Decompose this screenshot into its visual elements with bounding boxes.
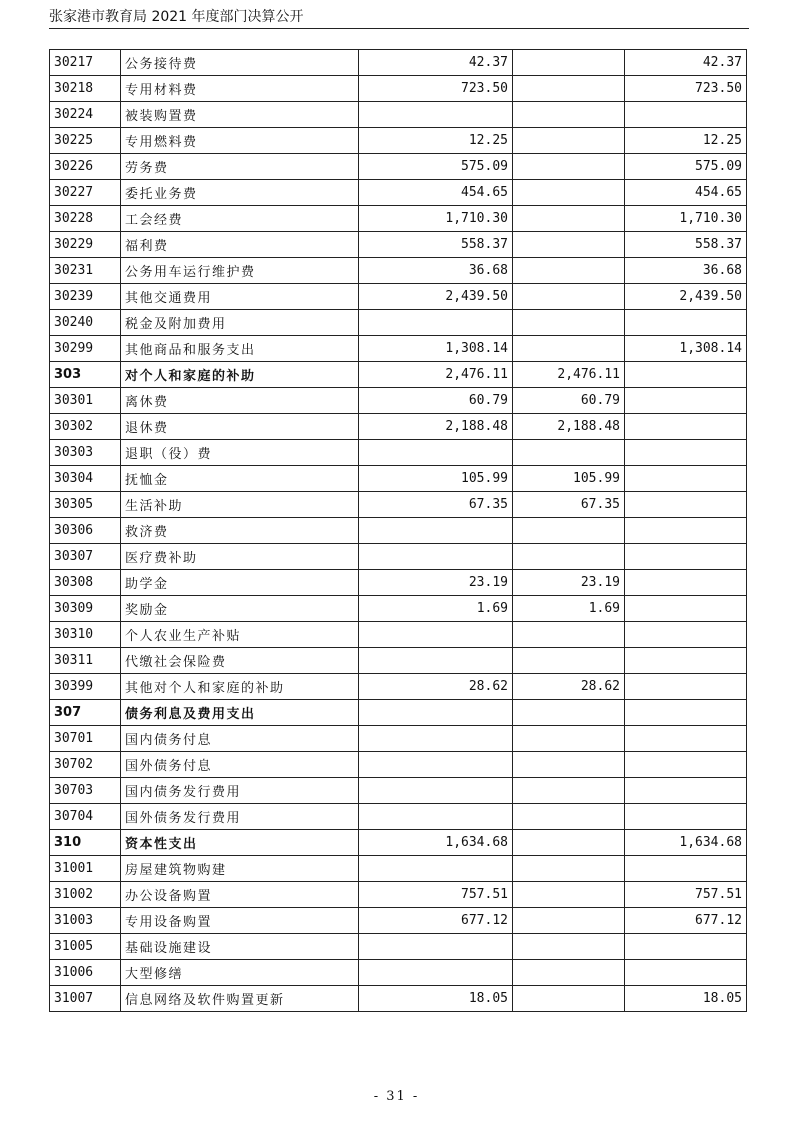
table-row <box>50 336 747 362</box>
table-row <box>50 934 747 960</box>
total-amount-cell <box>359 960 513 986</box>
project-expenditure-cell <box>625 778 747 804</box>
account-name-cell: 资本性支出 <box>121 830 359 856</box>
total-amount-cell: 2,476.11 <box>359 362 513 388</box>
total-amount-cell: 60.79 <box>359 388 513 414</box>
table-row <box>50 102 747 128</box>
project-expenditure-cell <box>625 596 747 622</box>
account-code-cell: 30302 <box>50 414 121 440</box>
account-name-cell: 国内债务付息 <box>121 726 359 752</box>
basic-expenditure-cell <box>513 908 625 934</box>
account-code-cell: 30228 <box>50 206 121 232</box>
project-expenditure-cell: 2,439.50 <box>625 284 747 310</box>
account-name-cell: 代缴社会保险费 <box>121 648 359 674</box>
total-amount-cell: 2,188.48 <box>359 414 513 440</box>
account-code-cell: 30226 <box>50 154 121 180</box>
project-expenditure-cell <box>625 440 747 466</box>
account-name-cell: 专用设备购置 <box>121 908 359 934</box>
basic-expenditure-cell <box>513 544 625 570</box>
table-category-row <box>50 700 747 726</box>
account-name-cell: 税金及附加费用 <box>121 310 359 336</box>
account-code-cell: 30225 <box>50 128 121 154</box>
basic-expenditure-cell <box>513 986 625 1012</box>
account-name-cell: 专用燃料费 <box>121 128 359 154</box>
project-expenditure-cell: 757.51 <box>625 882 747 908</box>
account-code-cell: 30399 <box>50 674 121 700</box>
expenditure-table <box>49 49 747 1012</box>
project-expenditure-cell: 1,308.14 <box>625 336 747 362</box>
project-expenditure-cell: 454.65 <box>625 180 747 206</box>
basic-expenditure-cell <box>513 934 625 960</box>
total-amount-cell: 1.69 <box>359 596 513 622</box>
basic-expenditure-cell: 2,476.11 <box>513 362 625 388</box>
basic-expenditure-cell <box>513 856 625 882</box>
account-code-cell: 30240 <box>50 310 121 336</box>
table-row <box>50 752 747 778</box>
basic-expenditure-cell <box>513 258 625 284</box>
account-name-cell: 个人农业生产补贴 <box>121 622 359 648</box>
project-expenditure-cell <box>625 102 747 128</box>
account-name-cell: 其他对个人和家庭的补助 <box>121 674 359 700</box>
basic-expenditure-cell <box>513 76 625 102</box>
basic-expenditure-cell <box>513 154 625 180</box>
basic-expenditure-cell <box>513 128 625 154</box>
total-amount-cell <box>359 752 513 778</box>
project-expenditure-cell <box>625 466 747 492</box>
total-amount-cell: 36.68 <box>359 258 513 284</box>
total-amount-cell <box>359 856 513 882</box>
page-number: - 31 - <box>373 1089 420 1104</box>
total-amount-cell <box>359 440 513 466</box>
basic-expenditure-cell <box>513 284 625 310</box>
account-name-cell: 抚恤金 <box>121 466 359 492</box>
account-code-cell: 30310 <box>50 622 121 648</box>
account-name-cell: 被装购置费 <box>121 102 359 128</box>
project-expenditure-cell <box>625 700 747 726</box>
total-amount-cell <box>359 726 513 752</box>
table-row <box>50 180 747 206</box>
account-name-cell: 劳务费 <box>121 154 359 180</box>
total-amount-cell: 28.62 <box>359 674 513 700</box>
project-expenditure-cell <box>625 960 747 986</box>
basic-expenditure-cell <box>513 804 625 830</box>
project-expenditure-cell <box>625 544 747 570</box>
account-name-cell: 委托业务费 <box>121 180 359 206</box>
account-name-cell: 公务用车运行维护费 <box>121 258 359 284</box>
total-amount-cell <box>359 310 513 336</box>
basic-expenditure-cell <box>513 752 625 778</box>
basic-expenditure-cell: 28.62 <box>513 674 625 700</box>
basic-expenditure-cell <box>513 102 625 128</box>
basic-expenditure-cell <box>513 50 625 76</box>
table-row <box>50 388 747 414</box>
table-row <box>50 232 747 258</box>
account-code-cell: 303 <box>50 362 121 388</box>
total-amount-cell: 1,710.30 <box>359 206 513 232</box>
total-amount-cell: 454.65 <box>359 180 513 206</box>
total-amount-cell <box>359 648 513 674</box>
total-amount-cell: 42.37 <box>359 50 513 76</box>
total-amount-cell <box>359 778 513 804</box>
basic-expenditure-cell <box>513 180 625 206</box>
account-code-cell: 30305 <box>50 492 121 518</box>
account-code-cell: 30306 <box>50 518 121 544</box>
account-name-cell: 国内债务发行费用 <box>121 778 359 804</box>
project-expenditure-cell <box>625 856 747 882</box>
account-code-cell: 30239 <box>50 284 121 310</box>
account-code-cell: 310 <box>50 830 121 856</box>
account-code-cell: 30218 <box>50 76 121 102</box>
project-expenditure-cell <box>625 310 747 336</box>
basic-expenditure-cell: 2,188.48 <box>513 414 625 440</box>
account-name-cell: 医疗费补助 <box>121 544 359 570</box>
table-row <box>50 154 747 180</box>
project-expenditure-cell <box>625 804 747 830</box>
page-header-title: 张家港市教育局 2021 年度部门决算公开 <box>49 8 749 29</box>
account-code-cell: 30703 <box>50 778 121 804</box>
basic-expenditure-cell <box>513 726 625 752</box>
account-name-cell: 助学金 <box>121 570 359 596</box>
table-row <box>50 882 747 908</box>
basic-expenditure-cell <box>513 518 625 544</box>
total-amount-cell: 558.37 <box>359 232 513 258</box>
table-row <box>50 960 747 986</box>
project-expenditure-cell <box>625 388 747 414</box>
account-code-cell: 30301 <box>50 388 121 414</box>
table-row <box>50 518 747 544</box>
account-name-cell: 大型修缮 <box>121 960 359 986</box>
total-amount-cell: 105.99 <box>359 466 513 492</box>
account-code-cell: 30224 <box>50 102 121 128</box>
total-amount-cell: 18.05 <box>359 986 513 1012</box>
account-name-cell: 其他商品和服务支出 <box>121 336 359 362</box>
project-expenditure-cell: 723.50 <box>625 76 747 102</box>
table-row <box>50 674 747 700</box>
basic-expenditure-cell <box>513 700 625 726</box>
expenditure-table-body <box>50 50 747 1012</box>
account-code-cell: 31003 <box>50 908 121 934</box>
total-amount-cell: 1,308.14 <box>359 336 513 362</box>
table-row <box>50 128 747 154</box>
total-amount-cell <box>359 102 513 128</box>
account-name-cell: 其他交通费用 <box>121 284 359 310</box>
project-expenditure-cell: 18.05 <box>625 986 747 1012</box>
account-code-cell: 30704 <box>50 804 121 830</box>
account-code-cell: 30311 <box>50 648 121 674</box>
total-amount-cell: 23.19 <box>359 570 513 596</box>
account-code-cell: 307 <box>50 700 121 726</box>
table-row <box>50 414 747 440</box>
account-name-cell: 对个人和家庭的补助 <box>121 362 359 388</box>
account-code-cell: 30303 <box>50 440 121 466</box>
account-code-cell: 30701 <box>50 726 121 752</box>
basic-expenditure-cell <box>513 830 625 856</box>
account-name-cell: 生活补助 <box>121 492 359 518</box>
project-expenditure-cell <box>625 518 747 544</box>
account-name-cell: 房屋建筑物购建 <box>121 856 359 882</box>
project-expenditure-cell: 36.68 <box>625 258 747 284</box>
account-code-cell: 30231 <box>50 258 121 284</box>
project-expenditure-cell <box>625 674 747 700</box>
table-row <box>50 570 747 596</box>
account-code-cell: 31002 <box>50 882 121 908</box>
basic-expenditure-cell: 1.69 <box>513 596 625 622</box>
total-amount-cell: 723.50 <box>359 76 513 102</box>
basic-expenditure-cell <box>513 206 625 232</box>
account-code-cell: 31005 <box>50 934 121 960</box>
basic-expenditure-cell <box>513 648 625 674</box>
total-amount-cell: 757.51 <box>359 882 513 908</box>
account-code-cell: 30229 <box>50 232 121 258</box>
table-row <box>50 804 747 830</box>
project-expenditure-cell: 1,634.68 <box>625 830 747 856</box>
basic-expenditure-cell: 23.19 <box>513 570 625 596</box>
project-expenditure-cell <box>625 648 747 674</box>
table-row <box>50 76 747 102</box>
account-name-cell: 奖励金 <box>121 596 359 622</box>
account-code-cell: 30304 <box>50 466 121 492</box>
account-code-cell: 30227 <box>50 180 121 206</box>
account-name-cell: 福利费 <box>121 232 359 258</box>
table-row <box>50 778 747 804</box>
project-expenditure-cell: 677.12 <box>625 908 747 934</box>
total-amount-cell: 2,439.50 <box>359 284 513 310</box>
total-amount-cell <box>359 622 513 648</box>
project-expenditure-cell <box>625 492 747 518</box>
project-expenditure-cell: 558.37 <box>625 232 747 258</box>
account-name-cell: 办公设备购置 <box>121 882 359 908</box>
table-row <box>50 206 747 232</box>
project-expenditure-cell <box>625 570 747 596</box>
basic-expenditure-cell: 67.35 <box>513 492 625 518</box>
project-expenditure-cell <box>625 622 747 648</box>
table-row <box>50 648 747 674</box>
project-expenditure-cell <box>625 934 747 960</box>
account-code-cell: 30309 <box>50 596 121 622</box>
account-name-cell: 退休费 <box>121 414 359 440</box>
table-row <box>50 284 747 310</box>
total-amount-cell: 1,634.68 <box>359 830 513 856</box>
basic-expenditure-cell: 60.79 <box>513 388 625 414</box>
account-code-cell: 30702 <box>50 752 121 778</box>
project-expenditure-cell <box>625 726 747 752</box>
total-amount-cell <box>359 544 513 570</box>
account-name-cell: 国外债务发行费用 <box>121 804 359 830</box>
total-amount-cell <box>359 518 513 544</box>
total-amount-cell: 677.12 <box>359 908 513 934</box>
table-row <box>50 726 747 752</box>
account-name-cell: 公务接待费 <box>121 50 359 76</box>
basic-expenditure-cell <box>513 778 625 804</box>
table-category-row <box>50 362 747 388</box>
account-name-cell: 信息网络及软件购置更新 <box>121 986 359 1012</box>
table-row <box>50 622 747 648</box>
table-row <box>50 310 747 336</box>
account-code-cell: 31006 <box>50 960 121 986</box>
total-amount-cell: 575.09 <box>359 154 513 180</box>
account-code-cell: 30307 <box>50 544 121 570</box>
project-expenditure-cell <box>625 752 747 778</box>
table-row <box>50 466 747 492</box>
account-code-cell: 30299 <box>50 336 121 362</box>
project-expenditure-cell <box>625 414 747 440</box>
total-amount-cell <box>359 934 513 960</box>
account-name-cell: 专用材料费 <box>121 76 359 102</box>
table-row <box>50 908 747 934</box>
basic-expenditure-cell <box>513 232 625 258</box>
basic-expenditure-cell <box>513 440 625 466</box>
basic-expenditure-cell <box>513 310 625 336</box>
project-expenditure-cell: 12.25 <box>625 128 747 154</box>
account-name-cell: 救济费 <box>121 518 359 544</box>
table-row <box>50 856 747 882</box>
basic-expenditure-cell <box>513 622 625 648</box>
account-name-cell: 债务利息及费用支出 <box>121 700 359 726</box>
table-row <box>50 440 747 466</box>
table-row <box>50 258 747 284</box>
account-name-cell: 基础设施建设 <box>121 934 359 960</box>
table-row <box>50 596 747 622</box>
project-expenditure-cell: 42.37 <box>625 50 747 76</box>
project-expenditure-cell: 575.09 <box>625 154 747 180</box>
project-expenditure-cell: 1,710.30 <box>625 206 747 232</box>
basic-expenditure-cell <box>513 882 625 908</box>
account-code-cell: 30217 <box>50 50 121 76</box>
table-row <box>50 544 747 570</box>
table-row <box>50 50 747 76</box>
project-expenditure-cell <box>625 362 747 388</box>
basic-expenditure-cell <box>513 960 625 986</box>
basic-expenditure-cell: 105.99 <box>513 466 625 492</box>
total-amount-cell <box>359 804 513 830</box>
account-name-cell: 离休费 <box>121 388 359 414</box>
account-code-cell: 31007 <box>50 986 121 1012</box>
total-amount-cell: 67.35 <box>359 492 513 518</box>
account-code-cell: 31001 <box>50 856 121 882</box>
account-code-cell: 30308 <box>50 570 121 596</box>
account-name-cell: 退职（役）费 <box>121 440 359 466</box>
basic-expenditure-cell <box>513 336 625 362</box>
account-name-cell: 国外债务付息 <box>121 752 359 778</box>
table-row <box>50 492 747 518</box>
account-name-cell: 工会经费 <box>121 206 359 232</box>
table-row <box>50 986 747 1012</box>
total-amount-cell <box>359 700 513 726</box>
total-amount-cell: 12.25 <box>359 128 513 154</box>
table-category-row <box>50 830 747 856</box>
